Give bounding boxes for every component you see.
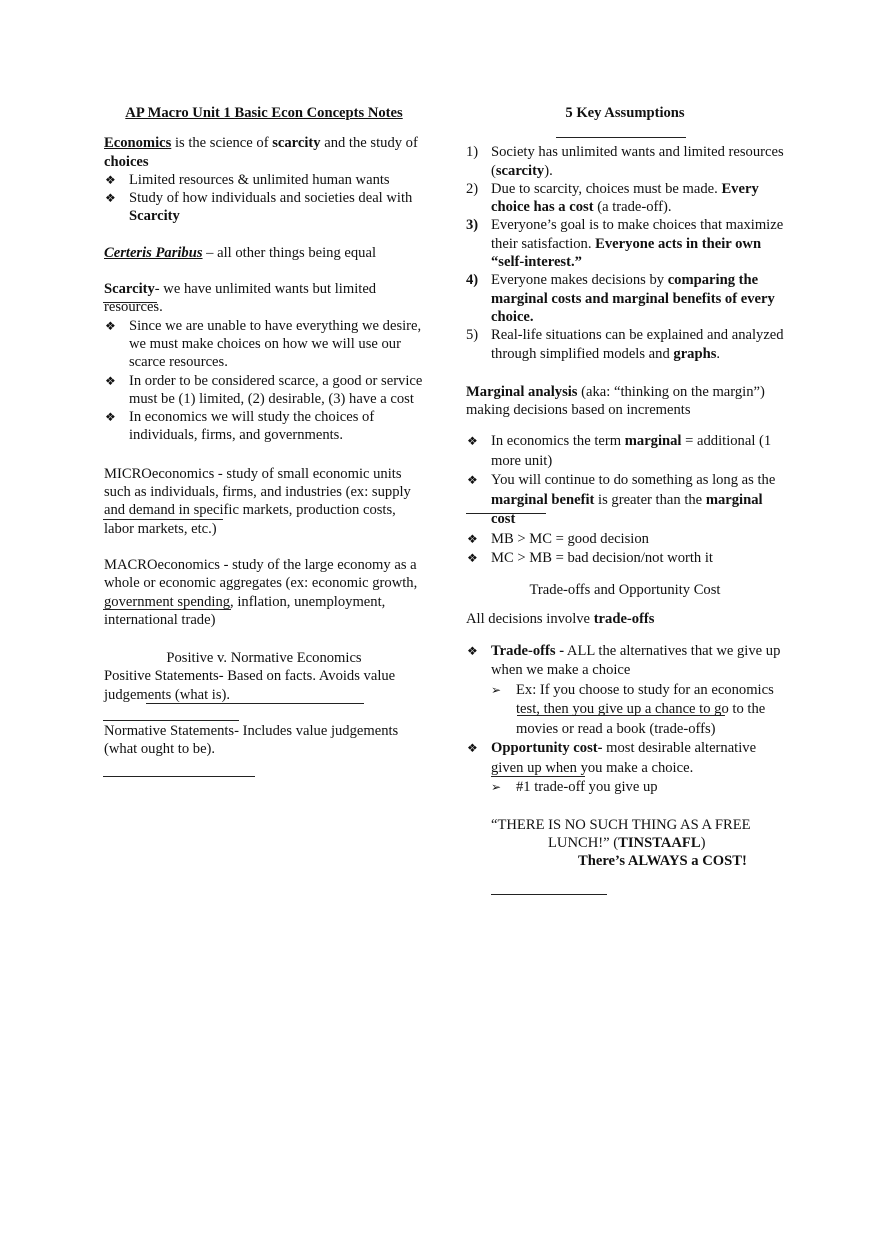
list-item: ❖ Study of how individuals and societies deal with Scarcity bbox=[105, 190, 413, 225]
list-item: 1) Society has unlimited wants and limited resources (scarcity). bbox=[466, 144, 784, 179]
positive-statements: Positive Statements- Based on facts. Avoids value judgements (what is). bbox=[104, 668, 396, 703]
diamond-bullet-icon: ❖ bbox=[105, 373, 116, 388]
tradeoffs-heading: Trade-offs and Opportunity Cost bbox=[529, 581, 721, 598]
arrow-bullet-icon: ➢ bbox=[491, 780, 502, 795]
diamond-bullet-icon: ❖ bbox=[105, 318, 116, 333]
diamond-bullet-icon: ❖ bbox=[467, 531, 478, 546]
economics-definition: Economics is the science of scarcity and the study of choices bbox=[104, 135, 418, 170]
marginal-bullet-list bbox=[466, 432, 784, 569]
arrow-bullet-icon: ➢ bbox=[491, 682, 502, 697]
underline-rule bbox=[491, 894, 607, 895]
assumptions-heading: 5 Key Assumptions bbox=[565, 105, 685, 121]
list-item: ❖ Limited resources & unlimited human wants bbox=[105, 171, 390, 188]
tinstaafl-quote bbox=[466, 816, 784, 871]
list-item: ❖ In order to be considered scarce, a good or service must be (1) limited, (2) desirable, (3) have a cost bbox=[105, 372, 423, 407]
assumptions-list bbox=[466, 143, 784, 363]
macroeconomics-definition: MACROeconomics - study of the large economy as a whole or economic aggregates (ex: economic growth, government spending, inflation, unemployment, international trade) bbox=[104, 556, 418, 628]
list-item: 5) Real-life situations can be explained and analyzed through simplified models and graphs. bbox=[466, 327, 784, 362]
scarcity-definition: Scarcity- we have unlimited wants but limited resources. bbox=[104, 281, 377, 316]
diamond-bullet-icon: ❖ bbox=[467, 741, 478, 756]
list-item: ❖ You will continue to do something as long as the marginal benefit is greater than the marginal cost bbox=[467, 472, 776, 528]
quote-line: There’s ALWAYS a COST! bbox=[578, 853, 747, 870]
normative-statements: Normative Statements- Includes value judgements (what ought to be). bbox=[104, 723, 399, 758]
page-title: AP Macro Unit 1 Basic Econ Concepts Notes bbox=[125, 105, 403, 121]
diamond-bullet-icon: ❖ bbox=[467, 473, 478, 488]
list-item: ❖ Trade-offs - ALL the alternatives that we give up when we make a choice ➢ Ex: If you choose to study for an economics test, then you give up a chance to go to the movies or read a book (trade-offs) bbox=[466, 642, 784, 740]
diamond-bullet-icon: ❖ bbox=[105, 191, 116, 206]
diamond-bullet-icon: ❖ bbox=[467, 551, 478, 566]
diamond-bullet-icon: ❖ bbox=[105, 172, 116, 187]
list-item: ❖ Opportunity cost- most desirable alternative given up when you make a choice. ➢ #1 trade-off you give up bbox=[466, 739, 784, 798]
economics-bullet-list bbox=[104, 171, 424, 226]
list-item: ❖ Since we are unable to have everything we desire, we must make choices on how we will use our scarce resources. bbox=[105, 317, 422, 371]
positive-normative-heading: Positive v. Normative Economics bbox=[166, 650, 362, 667]
list-item: 4) Everyone makes decisions by comparing the marginal costs and marginal benefits of every choice. bbox=[466, 272, 775, 325]
list-item: ➢ Ex: If you choose to study for an economics test, then you give up a chance to go to the movies or read a book (trade-offs) bbox=[491, 681, 774, 737]
list-item: ❖ In economics the term marginal = additional (1 more unit) bbox=[467, 433, 772, 469]
decisions-statement: All decisions involve trade-offs bbox=[466, 611, 655, 628]
tradeoff-bullet-list bbox=[466, 642, 784, 798]
right-column bbox=[466, 104, 784, 870]
list-item: 3) Everyone’s goal is to make choices that maximize their satisfaction. Everyone acts in their own “self-interest.” bbox=[466, 217, 784, 271]
diamond-bullet-icon: ❖ bbox=[467, 643, 478, 658]
ceteris-paribus-definition: Certeris Paribus – all other things being equal bbox=[104, 244, 376, 261]
underline-rule bbox=[103, 776, 255, 777]
list-item: ❖ In economics we will study the choices of individuals, firms, and governments. bbox=[105, 409, 375, 444]
marginal-analysis-definition: Marginal analysis (aka: “thinking on the margin”) making decisions based on increments bbox=[466, 383, 765, 419]
list-item: ❖ MC > MB = bad decision/not worth it bbox=[466, 549, 784, 569]
quote-line: “THERE IS NO SUCH THING AS A FREE bbox=[491, 816, 751, 833]
diamond-bullet-icon: ❖ bbox=[467, 434, 478, 449]
quote-line: LUNCH!” (TINSTAAFL) bbox=[548, 834, 706, 851]
scarcity-bullet-list bbox=[104, 317, 424, 445]
list-item: 2) Due to scarcity, choices must be made. Every choice has a cost (a trade-off). bbox=[466, 180, 759, 216]
left-column bbox=[104, 104, 424, 759]
diamond-bullet-icon: ❖ bbox=[105, 410, 116, 425]
list-item: ➢ #1 trade-off you give up bbox=[491, 778, 784, 798]
list-item: ❖ MB > MC = good decision bbox=[466, 530, 784, 550]
microeconomics-definition: MICROeconomics - study of small economic units such as individuals, firms, and industries (ex: supply and demand in specific markets, production costs, labor markets, etc.) bbox=[104, 465, 411, 537]
